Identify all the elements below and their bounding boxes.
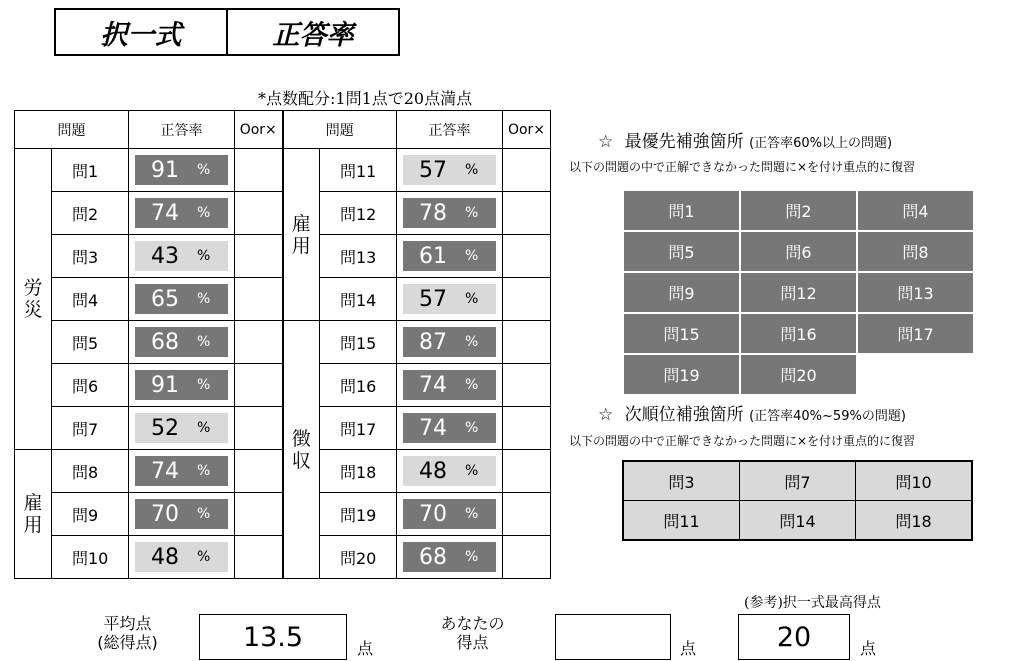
ox-mark-cell[interactable] [235, 450, 283, 493]
priority-item: 問9 [623, 272, 740, 313]
ox-mark-cell[interactable] [235, 235, 283, 278]
percent-sign: % [197, 248, 211, 264]
rate-fill [135, 198, 228, 228]
percent-sign: % [465, 162, 479, 178]
rate-value: 91 [151, 372, 179, 398]
ox-mark-cell[interactable] [235, 364, 283, 407]
your-score-label-line1: あなたの [440, 614, 505, 633]
priority-item: 問12 [740, 272, 857, 313]
question-label: 問3 [52, 235, 129, 278]
rate-cell [129, 278, 235, 321]
max-score-value: 20 [776, 621, 812, 653]
average-label-line2: (総得点) [97, 633, 158, 652]
reference-max-label: (参考)択一式最高得点 [744, 595, 881, 611]
star-icon: ☆ [598, 405, 614, 425]
priority-item: 問17 [857, 313, 974, 354]
priority-item: 問4 [857, 190, 974, 231]
ox-mark-cell[interactable] [503, 536, 551, 579]
rate-fill [403, 284, 496, 314]
rate-cell [397, 407, 503, 450]
your-score-label [425, 614, 520, 652]
rate-value: 48 [151, 544, 179, 570]
ox-mark-cell[interactable] [503, 364, 551, 407]
question-label: 問12 [320, 192, 397, 235]
average-label-line1: 平均点 [103, 614, 152, 633]
header-ox: Oor× [503, 111, 551, 149]
right-group-label: 雇 用 [283, 149, 320, 321]
priority-row [623, 272, 974, 313]
rate-value: 74 [419, 415, 447, 441]
question-label: 問17 [320, 407, 397, 450]
rate-value: 87 [419, 329, 447, 355]
rate-value: 57 [419, 157, 447, 183]
title-right: 正答率 [272, 19, 354, 51]
rate-cell [397, 536, 503, 579]
ox-mark-cell[interactable] [503, 407, 551, 450]
ox-mark-cell[interactable] [503, 321, 551, 364]
header-question: 問題 [283, 111, 397, 149]
priority-item: 問8 [857, 231, 974, 272]
max-score-unit: 点 [860, 639, 877, 658]
ox-mark-cell[interactable] [503, 149, 551, 192]
rate-fill [135, 542, 228, 572]
rate-cell [397, 149, 503, 192]
percent-sign: % [197, 291, 211, 307]
your-score-unit: 点 [680, 639, 697, 658]
secondary-description: 以下の問題の中で正解できなかった問題に×を付け重点的に復習 [569, 434, 916, 448]
priority-grid [622, 189, 975, 396]
percent-sign: % [465, 248, 479, 264]
rate-value: 68 [151, 329, 179, 355]
your-score-label-line2: 得点 [456, 633, 489, 652]
rate-fill [135, 456, 228, 486]
rate-fill [403, 413, 496, 443]
question-label: 問20 [320, 536, 397, 579]
secondary-item: 問7 [740, 461, 856, 501]
rate-cell [129, 407, 235, 450]
question-label: 問4 [52, 278, 129, 321]
header-rate: 正答率 [397, 111, 503, 149]
table-header-row [15, 111, 551, 149]
max-score-box [738, 614, 850, 660]
priority-empty-cell [857, 354, 974, 395]
rate-fill [403, 198, 496, 228]
question-label: 問2 [52, 192, 129, 235]
percent-sign: % [465, 334, 479, 350]
average-score-box [199, 614, 347, 660]
secondary-item: 問11 [623, 501, 740, 541]
rate-value: 74 [151, 200, 179, 226]
priority-description: 以下の問題の中で正解できなかった問題に×を付け重点的に復習 [569, 160, 916, 174]
ox-mark-cell[interactable] [235, 149, 283, 192]
percent-sign: % [465, 549, 479, 565]
question-label: 問1 [52, 149, 129, 192]
question-label: 問6 [52, 364, 129, 407]
rate-fill [135, 413, 228, 443]
priority-row [623, 313, 974, 354]
left-group-label: 雇 用 [15, 450, 52, 579]
rate-value: 52 [151, 415, 179, 441]
percent-sign: % [197, 463, 211, 479]
rate-cell [397, 321, 503, 364]
rate-value: 68 [419, 544, 447, 570]
rate-cell [129, 235, 235, 278]
ox-mark-cell[interactable] [235, 536, 283, 579]
ox-mark-cell[interactable] [235, 407, 283, 450]
percent-sign: % [465, 506, 479, 522]
rate-fill [403, 327, 496, 357]
rate-cell [129, 192, 235, 235]
title-box [54, 8, 400, 56]
rate-cell [397, 493, 503, 536]
rate-cell [129, 364, 235, 407]
secondary-row [623, 501, 972, 541]
rate-fill [403, 456, 496, 486]
rate-cell [129, 149, 235, 192]
priority-title: 最優先補強箇所 [624, 132, 744, 152]
rate-value: 78 [419, 200, 447, 226]
secondary-grid [622, 460, 973, 541]
table-row [15, 321, 551, 364]
ox-mark-cell[interactable] [235, 493, 283, 536]
secondary-row [623, 461, 972, 501]
ox-mark-cell[interactable] [235, 192, 283, 235]
rate-value: 74 [151, 458, 179, 484]
priority-row [623, 354, 974, 395]
percent-sign: % [197, 420, 211, 436]
rate-value: 74 [419, 372, 447, 398]
ox-mark-cell[interactable] [235, 321, 283, 364]
rate-cell [129, 321, 235, 364]
percent-sign: % [465, 377, 479, 393]
secondary-title: 次順位補強箇所 [624, 405, 744, 425]
ox-mark-cell[interactable] [503, 192, 551, 235]
rate-fill [135, 327, 228, 357]
priority-item: 問6 [740, 231, 857, 272]
ox-mark-cell[interactable] [235, 278, 283, 321]
question-label: 問15 [320, 321, 397, 364]
secondary-item: 問18 [856, 501, 973, 541]
priority-item: 問20 [740, 354, 857, 395]
rate-value: 48 [419, 458, 447, 484]
secondary-item: 問10 [856, 461, 973, 501]
percent-sign: % [197, 377, 211, 393]
rate-cell [397, 364, 503, 407]
priority-section-title [598, 127, 892, 152]
secondary-section-title [598, 400, 906, 425]
priority-subtitle: (正答率60%以上の問題) [749, 136, 893, 151]
rate-fill [135, 155, 228, 185]
secondary-item: 問14 [740, 501, 856, 541]
rate-cell [397, 450, 503, 493]
rate-value: 91 [151, 157, 179, 183]
priority-item: 問2 [740, 190, 857, 231]
rate-fill [403, 542, 496, 572]
question-label: 問10 [52, 536, 129, 579]
question-label: 問14 [320, 278, 397, 321]
priority-item: 問13 [857, 272, 974, 313]
score-distribution-note: *点数配分:1問1点で20点満点 [258, 89, 473, 108]
percent-sign: % [197, 506, 211, 522]
priority-item: 問16 [740, 313, 857, 354]
question-label: 問13 [320, 235, 397, 278]
rate-cell [397, 278, 503, 321]
rate-cell [129, 450, 235, 493]
rate-cell [129, 536, 235, 579]
header-ox: Oor× [235, 111, 283, 149]
priority-item: 問19 [623, 354, 740, 395]
percent-sign: % [465, 463, 479, 479]
priority-item: 問15 [623, 313, 740, 354]
question-label: 問5 [52, 321, 129, 364]
percent-sign: % [465, 420, 479, 436]
question-label: 問9 [52, 493, 129, 536]
rate-cell [397, 235, 503, 278]
priority-item: 問1 [623, 190, 740, 231]
percent-sign: % [465, 205, 479, 221]
rate-value: 70 [419, 501, 447, 527]
question-label: 問19 [320, 493, 397, 536]
priority-row [623, 231, 974, 272]
average-score-value: 13.5 [242, 621, 304, 653]
average-unit: 点 [357, 639, 374, 658]
star-icon: ☆ [598, 132, 614, 152]
rate-cell [129, 493, 235, 536]
rate-fill [403, 370, 496, 400]
table-row [15, 149, 551, 192]
rate-value: 65 [151, 286, 179, 312]
rate-value: 70 [151, 501, 179, 527]
question-label: 問7 [52, 407, 129, 450]
percent-sign: % [197, 334, 211, 350]
average-label [80, 614, 175, 652]
rate-value: 57 [419, 286, 447, 312]
rate-fill [403, 241, 496, 271]
secondary-subtitle: (正答率40%~59%の問題) [749, 409, 906, 424]
right-group-label: 徴 収 [283, 321, 320, 579]
title-left: 択一式 [56, 10, 228, 54]
percent-sign: % [465, 291, 479, 307]
question-label: 問16 [320, 364, 397, 407]
rate-value: 43 [151, 243, 179, 269]
header-question: 問題 [15, 111, 129, 149]
rate-fill [135, 284, 228, 314]
secondary-item: 問3 [623, 461, 740, 501]
rate-value: 61 [419, 243, 447, 269]
question-label: 問8 [52, 450, 129, 493]
percent-sign: % [197, 205, 211, 221]
your-score-box[interactable] [555, 614, 671, 660]
percent-sign: % [197, 162, 211, 178]
rate-fill [403, 155, 496, 185]
header-rate: 正答率 [129, 111, 235, 149]
rate-fill [135, 499, 228, 529]
rate-fill [135, 241, 228, 271]
priority-item: 問5 [623, 231, 740, 272]
ox-mark-cell[interactable] [503, 450, 551, 493]
priority-row [623, 190, 974, 231]
question-label: 問18 [320, 450, 397, 493]
rate-cell [397, 192, 503, 235]
ox-mark-cell[interactable] [503, 493, 551, 536]
ox-mark-cell[interactable] [503, 278, 551, 321]
ox-mark-cell[interactable] [503, 235, 551, 278]
correct-rate-table [14, 110, 551, 579]
rate-fill [403, 499, 496, 529]
question-label: 問11 [320, 149, 397, 192]
percent-sign: % [197, 549, 211, 565]
left-group-label: 労 災 [15, 149, 52, 450]
rate-fill [135, 370, 228, 400]
